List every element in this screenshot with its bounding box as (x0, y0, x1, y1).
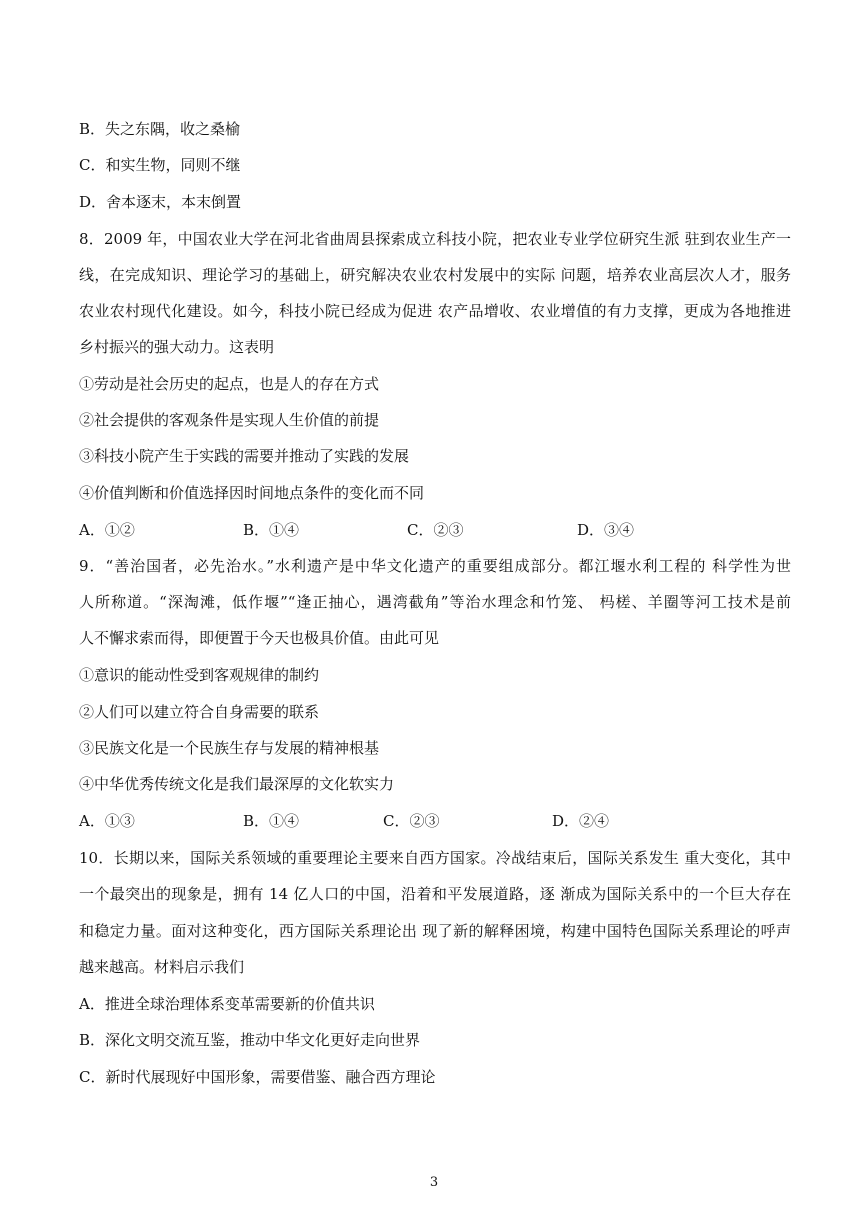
q10-stem-line-3: 和稳定力量。面对这种变化，西方国际关系理论出 现了新的解释困境，构建中国特色国际关系理论的呼声 (79, 922, 791, 940)
q8-choice-d: D．③④ (577, 521, 635, 539)
q7-option-d: D．舍本逐末，本末倒置 (79, 193, 242, 211)
page-number: 3 (429, 1175, 439, 1190)
q10-option-c: C．新时代展现好中国形象，需要借鉴、融合西方理论 (79, 1068, 436, 1086)
q10-stem-line-4: 越来越高。材料启示我们 (79, 958, 245, 976)
q9-stem-line-2: 人所称道。“深淘滩，低作堰”“逢正抽心，遇湾截角”等治水理念和竹笼、 杩槎、羊圈等河工技术是前 (79, 593, 791, 611)
q8-stem-line-3: 农业农村现代化建设。如今，科技小院已经成为促进 农产品增收、农业增值的有力支撑，更成为各地推进 (79, 302, 791, 320)
q8-item-3: ③科技小院产生于实践的需要并推动了实践的发展 (79, 447, 410, 465)
q9-item-1: ①意识的能动性受到客观规律的制约 (79, 666, 320, 684)
q7-option-c: C．和实生物，同则不继 (79, 156, 241, 174)
q8-item-1: ①劳动是社会历史的起点，也是人的存在方式 (79, 375, 380, 393)
q8-choice-c: C．②③ (407, 521, 464, 539)
q10-option-a: A．推进全球治理体系变革需要新的价值共识 (79, 995, 375, 1013)
q9-stem-line-3: 人不懈求索而得，即便置于今天也极具价值。由此可见 (79, 629, 440, 647)
q8-choice-a: A．①② (79, 521, 135, 539)
q8-stem-line-4: 乡村振兴的强大动力。这表明 (79, 338, 275, 356)
q9-choice-c: C．②③ (383, 812, 440, 830)
q9-choice-d: D．②④ (552, 812, 610, 830)
q8-item-2: ②社会提供的客观条件是实现人生价值的前提 (79, 411, 380, 429)
q9-choice-b: B．①④ (243, 812, 300, 830)
q8-choice-b: B．①④ (243, 521, 300, 539)
q8-stem-line-2: 线，在完成知识、理论学习的基础上，研究解决农业农村发展中的实际 问题，培养农业高层次人才，服务 (79, 266, 791, 284)
q9-item-4: ④中华优秀传统文化是我们最深厚的文化软实力 (79, 775, 395, 793)
q9-item-3: ③民族文化是一个民族生存与发展的精神根基 (79, 739, 380, 757)
q8-item-4: ④价值判断和价值选择因时间地点条件的变化而不同 (79, 484, 425, 502)
q10-stem-line-2: 一个最突出的现象是，拥有 14 亿人口的中国，沿着和平发展道路，逐 渐成为国际关系中的一个巨大存在 (79, 885, 791, 903)
q10-option-b: B．深化文明交流互鉴，推动中华文化更好走向世界 (79, 1031, 421, 1049)
q8-stem-line-1: 8．2009 年，中国农业大学在河北省曲周县探索成立科技小院，把农业专业学位研究生派 驻到农业生产一 (79, 230, 791, 248)
q10-stem-line-1: 10．长期以来，国际关系领域的重要理论主要来自西方国家。冷战结束后，国际关系发生 重大变化，其中 (79, 849, 791, 867)
q7-option-b: B．失之东隅，收之桑榆 (79, 120, 241, 138)
q9-item-2: ②人们可以建立符合自身需要的联系 (79, 703, 320, 721)
q9-choice-a: A．①③ (79, 812, 135, 830)
q9-stem-line-1: 9．“善治国者，必先治水。”水利遗产是中华文化遗产的重要组成部分。都江堰水利工程的 科学性为世 (79, 557, 791, 575)
